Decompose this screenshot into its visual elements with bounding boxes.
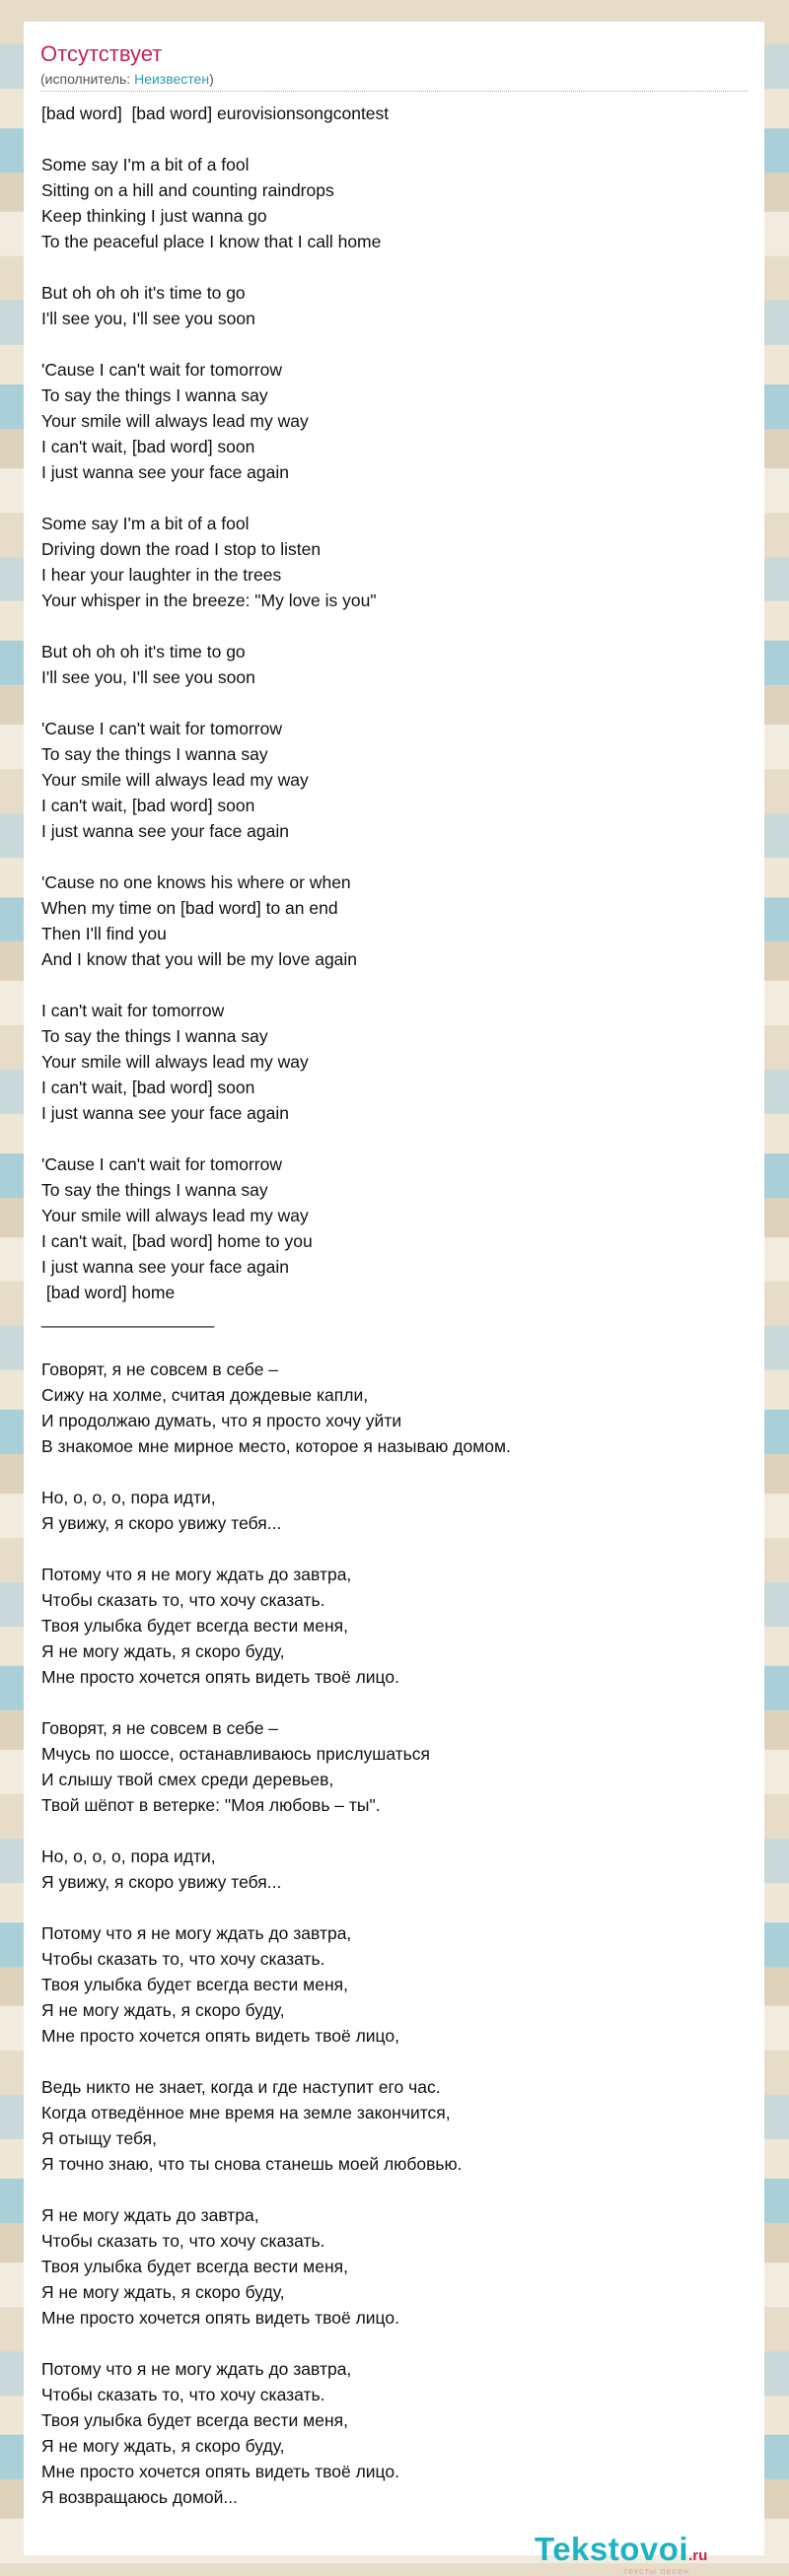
artist-line <box>40 71 214 87</box>
logo-tld: .ru <box>688 2547 708 2564</box>
logo-name: Tekstovoi <box>535 2531 689 2567</box>
logo-tagline: тексты песен <box>623 2566 690 2576</box>
artist-suffix: ) <box>209 71 214 87</box>
header-divider <box>40 91 748 92</box>
artist-prefix: (исполнитель: <box>40 71 135 87</box>
lyrics-text: [bad word] [bad word] eurovisionsongcontest Some say I'm a bit of a fool Sitting on a hill and counting raindrops Keep thinking I just wanna go To the peaceful place I know that I call home But oh oh oh it's time to go I'll see you, I'll see you soon 'Cause I can't wait for tomorrow To say the things I wanna say Your smile will always lead my way I can't wait, [bad word] soon I just wanna see your face again Some say I'm a bit of a fool Driving down the road I stop to listen I hear your laughter in the trees Your whisper in the breeze: "My love is you" But oh oh oh it's time to go I'll see you, I'll see you soon 'Cause I can't wait for tomorrow To say the things I wanna say Your smile will always lead my way I can't wait, [bad word] soon I just wanna see your face again 'Cause no one knows his where or when When my time on [bad word] to an end Then I'll find you And I know that you will be my love again I can't wait for tomorrow To say the things I wanna say Your smile will always lead my way I can't wait, [bad word] soon I just wanna see your face again 'Cause I can't wait for tomorrow To say the things I wanna say Your smile will always lead my way I can't wait, [bad word] home to you I just wanna see your face again [bad word] home __________________ Говорят, я не совсем в себе – Сижу на холме, считая дождевые капли, И продолжаю думать, что я просто хочу уйти В знакомое мне мирное место, которое я называю домом. Но, о, о, о, пора идти, Я увижу, я скоро увижу тебя... Потому что я не могу ждать до завтра, Чтобы сказать то, что хочу сказать. Твоя улыбка будет всегда вести меня, Я не могу ждать, я скоро буду, Мне просто хочется опять видеть твоё лицо. Говорят, я не совсем в себе – Мчусь по шоссе, останавливаюсь прислушаться И слышу твой смех среди деревьев, Твой шёпот в ветерке: "Моя любовь – ты". Но, о, о, о, пора идти, Я увижу, я скоро увижу тебя... Потому что я не могу ждать до завтра, Чтобы сказать то, что хочу сказать. Твоя улыбка будет всегда вести меня, Я не могу ждать, я скоро буду, Мне просто хочется опять видеть твоё лицо, Ведь никто не знает, когда и где наступит его час. Когда отведённое мне время на земле закончится, Я отыщу тебя, Я точно знаю, что ты снова станешь моей любовью. Я не могу ждать до завтра, Чтобы сказать то, что хочу сказать. Твоя улыбка будет всегда вести меня, Я не могу ждать, я скоро буду, Мне просто хочется опять видеть твоё лицо. Потому что я не могу ждать до завтра, Чтобы сказать то, что хочу сказать. Твоя улыбка будет всегда вести меня, Я не могу ждать, я скоро буду, Мне просто хочется опять видеть твоё лицо. Я возвращаюсь домой... <box>41 104 511 2507</box>
site-logo[interactable] <box>535 2531 732 2576</box>
artist-link[interactable]: Неизвестен <box>134 71 210 87</box>
song-title: Отсутствует <box>40 41 163 66</box>
lyrics-card <box>24 22 764 2555</box>
